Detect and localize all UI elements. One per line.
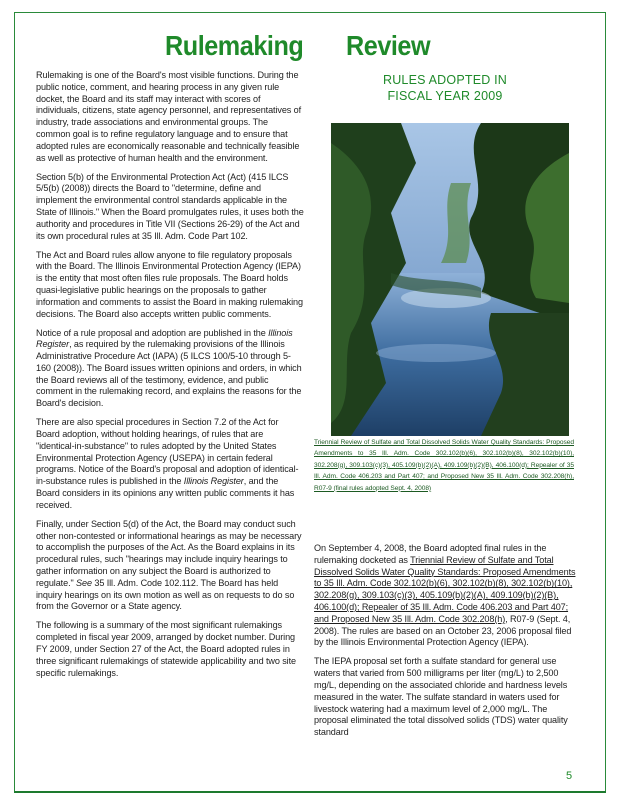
right-column [314,543,577,746]
page-title [0,30,618,70]
inquiry-hearings-paragraph [36,519,304,613]
see-emphasis: See [76,577,92,588]
proposals-paragraph: The Act and Board rules allow anyone to file regulatory proposals with the Board. The Illinois Environmental Protection Agency (IEPA) is the entity that most often files rule proposals. The Board holds quasi-legislative public hearings on the proposals to gather information and comments to assist the Board in making rulemaking decisions. The Board also accepts written public comments. [36,249,303,319]
notice-paragraph [36,328,304,411]
page-title-word-rulemaking: Rulemaking [165,30,304,61]
rules-heading-line2: FISCAL YEAR 2009 [387,89,503,103]
river-photo [331,123,569,436]
illinois-register-emphasis: Illinois Register [36,327,293,350]
adopted-rules-paragraph [314,543,577,649]
page-number: 5 [566,770,573,782]
adopted-text-a: On September 4, 2008, the Board adopted final rules in the rulemaking docketed as [314,543,547,565]
iis-text-b: , and the Board considers in its opinions any written public comments it has received. [36,476,295,510]
adopted-text-b: , R07-9 (Sept. 4, 2008). The rules are based on an October 23, 2006 proposal filed by the Illinois Environmental Protection Agency (IEPA). [314,613,572,648]
rules-heading-line1: RULES ADOPTED IN [382,73,508,87]
notice-text-a: Notice of a rule proposal and adoption are published in the [36,327,269,338]
iepa-proposal-paragraph: The IEPA proposal set forth a sulfate standard for general use waters that varied from 500 milligrams per liter (mg/L) to 2,500 mg/L, depending on the associated chloride and hardness levels measured in the water. The sulfate standard in waters used for livestock watering had a maximum level of 2,000 mg/L. The proposal eliminated the total dissolved solids (TDS) water quality standard [314,656,568,738]
river-photo-illustration [331,123,569,436]
inquiry-text-b: 35 Ill. Adm. Code 102.112. The Board has held inquiry hearings on its own motion as well as on requests to do so from the Governor or a State agency. [36,577,295,612]
docket-title-link[interactable]: Triennial Review of Sulfate and Total Dissolved Solids Water Quality Standards: Proposed Amendments to 35 Ill. Adm. Code 302.102(b)(6), 302.102(b)(8), 302.102(b)(10), 302.208(g), 309.103(c)(3), 405.109(b)(2)(A), 409.109(b)(2)(B), 406.100(d); Repealer of 35 Ill. Adm. Code 406.203 and Part 407; and Proposed New 35 Ill. Adm. Code 302.208(h) [314,554,576,624]
summary-paragraph: The following is a summary of the most significant rulemakings completed in fiscal year 2009, arranged by docket number. During FY 2009, under Section 27 of the Act, the Board adopted rules in three significant rulemakings of statewide applicability and two site specific rulemakings. [36,620,296,678]
rule-caption-link[interactable]: Triennial Review of Sulfate and Total Dissolved Solids Water Quality Standards: Proposed Amendments to 35 Ill. Adm. Code 302.102(b)(6), 302.102(b)(8), 302.102(b)(10), 302.208(g), 309.103(c)(3), 405.109(b)(2)(A), 409.109(b)(2)(B), 406.100(d); Repealer of 35 Ill. Adm. Code 406.203 and Part 407; and Proposed New 35 Ill. Adm. Code 302.208(h), R07-9 (final rules adopted Sept. 4, 2008) [314,439,574,492]
page-border-bottom [14,791,606,793]
intro-paragraph: Rulemaking is one of the Board's most visible functions. During the public notice, comment, and hearing process in any given rule docket, the Board and its staff may interact with scores of individuals, citizens, state agency personnel, and representatives of industry, trade associations and environmental groups. The common goal is to refine regulatory language and to ensure that adopted rules are economically reasonable and technically feasible as well as protective of human health and the environment. [36,70,302,163]
notice-text-b: , as required by the rulemaking provisions of the Illinois Administrative Procedure Act (IAPA) (5 ILCS 100/5-10 through 5-160 (2008)). The Board issues written opinions and orders, in which the Board reviews all of the testimony, evidence, and public comment in the rulemaking record, and explains the reasons for the Board's decision. [36,339,302,409]
left-column [36,70,304,687]
section-5b-paragraph: Section 5(b) of the Environmental Protection Act (Act) (415 ILCS 5/5(b) (2008)) directs the Board to "determine, define and implement the environmental control standards applicable in the State of Illinois." When the Board promulgates rules, it uses both the authority and procedures in Title VII (Sections 26-29) of the Act and its own procedural rules at 35 Ill. Adm. Code Part 102. [36,171,304,241]
iis-text-a: There are also special procedures in Section 7.2 of the Act for Board adoption, without holding hearings, of rules that are "identical-in-substance" to rules adopted by the United States Environmental Protection Agency (USEPA) in certain federal programs. Notice of the Board's proposal and adoption of identical-in-substance rules is published in the [36,417,299,487]
illinois-register-emphasis-2: Illinois Register [183,476,244,487]
inquiry-text-a: Finally, under Section 5(d) of the Act, the Board may conduct such other non-contested or informational hearings as may be necessary to accomplish the purposes of the Act. As the Board explains in its procedural rules, such "hearings may include inquiry hearings to gather information on any subject the Board is authorized to regulate." [36,518,302,588]
rules-adopted-heading [320,72,570,104]
identical-in-substance-paragraph [36,417,304,511]
page-title-word-review: Review [346,30,431,61]
